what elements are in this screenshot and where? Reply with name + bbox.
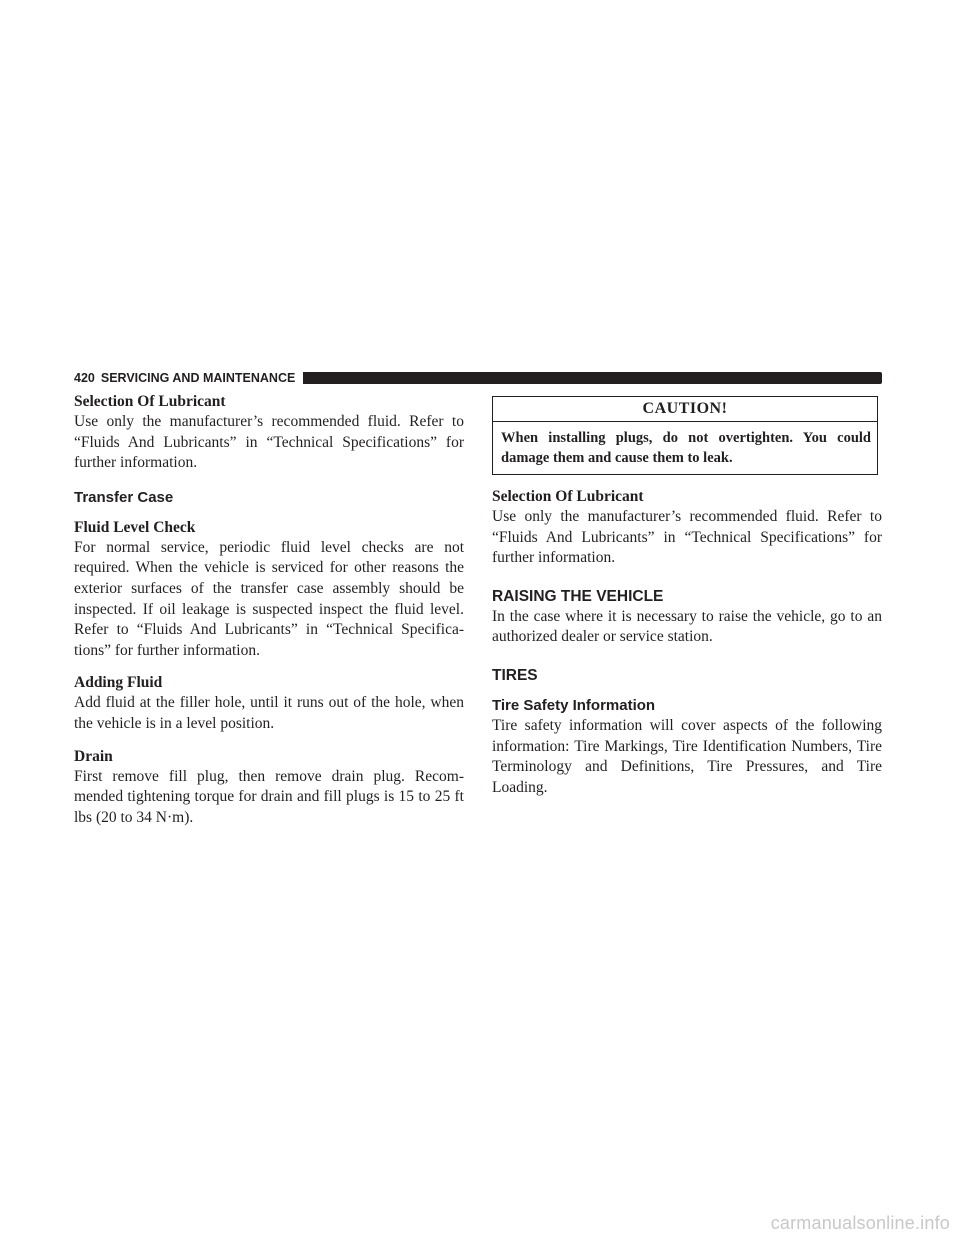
section-title: SERVICING AND MAINTENANCE xyxy=(100,371,296,385)
fluid-level-check-heading: Fluid Level Check xyxy=(74,518,196,536)
watermark: carmanualsonline.info xyxy=(770,1213,950,1233)
selection-of-lubricant-heading-right: Selection Of Lubricant xyxy=(492,488,644,505)
caution-text: When installing plugs, do not overtighten. You could damage them and cause them to leak. xyxy=(501,430,871,466)
header-rule xyxy=(303,372,882,384)
fluid-level-check-text: For normal service, periodic fluid level checks are not required. When the vehicle is serviced for other reasons the exterior surfaces of the transfer case assembly should be inspected. If oil leakage is suspected inspect the fluid level. Refer to “Fluids And Lubricants” in “Technical Specifica- tions” for further information. xyxy=(74,538,464,659)
transfer-case-heading: Transfer Case xyxy=(74,488,174,506)
page-number: 420 xyxy=(74,371,95,385)
drain-text: First remove fill plug, then remove drain plug. Recom- mended tightening torque for drain and fill plugs is 15 to 25 ft lbs (20 to 34 N·m). xyxy=(74,767,464,826)
caution-box xyxy=(492,396,878,475)
page-header xyxy=(74,371,882,385)
tire-safety-information-heading: Tire Safety Information xyxy=(492,696,656,714)
right-column xyxy=(492,392,882,798)
raising-the-vehicle-heading: RAISING THE VEHICLE xyxy=(492,587,664,605)
tire-safety-information-text: Tire safety information will cover aspects of the following information: Tire Markings, Tire Identification Numbers, Tire Terminology and Definitions, Tire Pressures, and Tire Loading. xyxy=(492,716,882,796)
raising-the-vehicle-text: In the case where it is necessary to raise the vehicle, go to an authorized dealer or service station. xyxy=(492,607,882,646)
left-column xyxy=(74,392,464,828)
selection-of-lubricant-heading: Selection Of Lubricant xyxy=(74,393,226,410)
tires-heading: TIRES xyxy=(492,666,538,684)
adding-fluid-heading: Adding Fluid xyxy=(74,674,163,692)
drain-heading: Drain xyxy=(74,747,113,765)
selection-of-lubricant-text: Use only the manufacturer’s recommended fluid. Refer to “Fluids And Lubricants” in “Technical Specifications” for further information. xyxy=(74,413,464,472)
caution-title: CAUTION! xyxy=(493,397,877,422)
selection-of-lubricant-text-right: Use only the manufacturer’s recommended fluid. Refer to “Fluids And Lubricants” in “Technical Specifications” for further information. xyxy=(492,508,882,567)
adding-fluid-text: Add fluid at the filler hole, until it runs out of the hole, when the vehicle is in a level position. xyxy=(74,694,464,732)
